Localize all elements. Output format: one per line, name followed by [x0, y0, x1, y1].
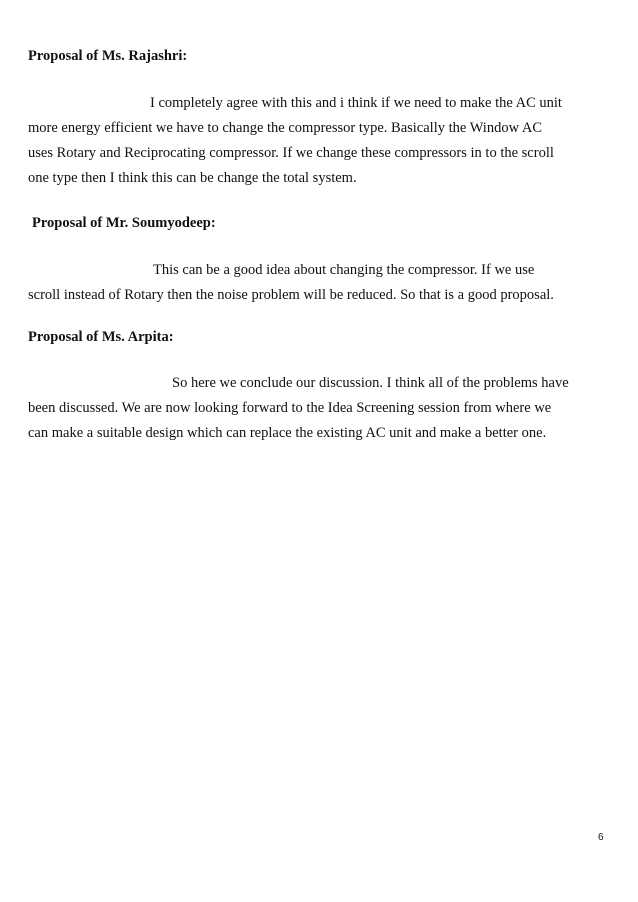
section-heading: Proposal of Ms. Arpita: — [28, 329, 174, 345]
paragraph-line: I completely agree with this and i think if we need to make the AC unit — [150, 95, 562, 111]
paragraph-line: been discussed. We are now looking forward to the Idea Screening session from where we — [28, 400, 552, 416]
page-number: 6 — [598, 832, 604, 843]
paragraph-line: can make a suitable design which can replace the existing AC unit and make a better one. — [28, 425, 547, 441]
paragraph-line: scroll instead of Rotary then the noise problem will be reduced. So that is a good proposal. — [28, 287, 554, 303]
paragraph-line: uses Rotary and Reciprocating compressor. If we change these compressors in to the scroll — [28, 145, 554, 161]
section-heading: Proposal of Ms. Rajashri: — [28, 48, 188, 64]
paragraph-line: one type then I think this can be change the total system. — [28, 170, 357, 186]
paragraph-line: So here we conclude our discussion. I think all of the problems have — [172, 375, 569, 391]
paragraph-line: This can be a good idea about changing the compressor. If we use — [153, 262, 535, 278]
paragraph-line: more energy efficient we have to change the compressor type. Basically the Window AC — [28, 120, 543, 136]
section-heading: Proposal of Mr. Soumyodeep: — [32, 215, 216, 231]
